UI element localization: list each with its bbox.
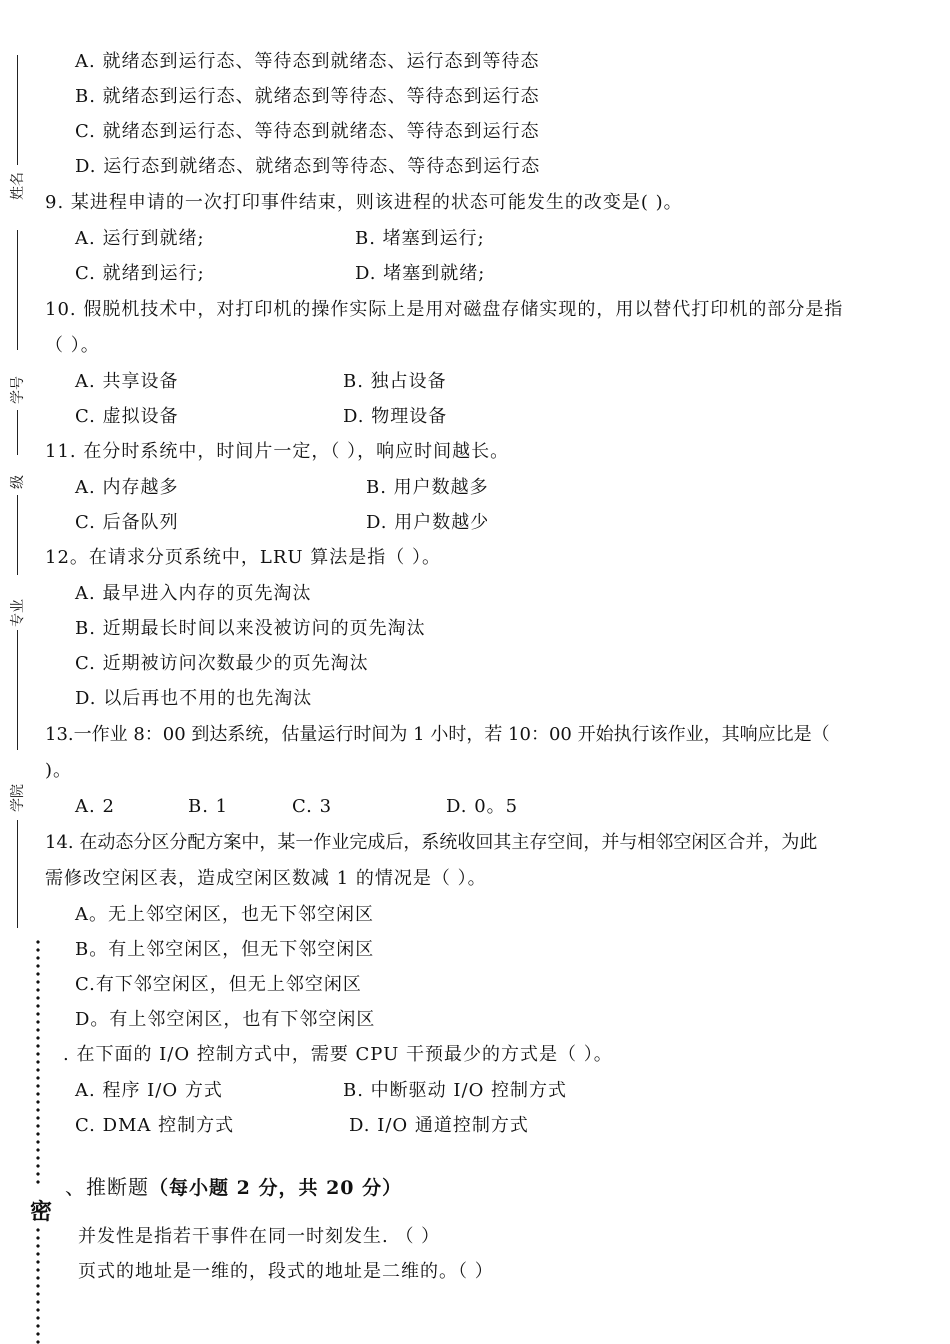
option-9c: C. 就绪到运行;	[75, 263, 205, 284]
margin-rule-1	[17, 55, 18, 165]
option-8c: C. 就绪态到运行态、等待态到就绪态、等待态到运行态	[75, 121, 540, 142]
question-9: 9. 某进程申请的一次打印事件结束，则该进程的状态可能发生的改变是( )。	[45, 192, 683, 213]
option-9b: B. 堵塞到运行;	[355, 228, 485, 249]
side-label-id: 学号	[10, 376, 26, 404]
option-12d: D. 以后再也不用的也先淘汰	[75, 688, 313, 709]
option-15b: B. 中断驱动 I/O 控制方式	[343, 1080, 568, 1101]
side-label-major: 专业	[10, 599, 26, 627]
dotted-seal-line-bottom	[36, 1226, 40, 1344]
option-11b: B. 用户数越多	[366, 477, 489, 498]
option-12b: B. 近期最长时间以来没被访问的页先淘汰	[75, 618, 426, 639]
side-label-college: 学院	[10, 784, 26, 812]
option-13c: C. 3	[292, 796, 333, 817]
option-14b: B。有上邻空闲区，但无下邻空闲区	[75, 939, 375, 960]
option-14d: D。有上邻空闲区，也有下邻空闲区	[75, 1009, 376, 1030]
option-8b: B. 就绪态到运行态、就绪态到等待态、等待态到运行态	[75, 86, 540, 107]
question-15: . 在下面的 I/O 控制方式中，需要 CPU 干预最少的方式是（ ）。	[63, 1044, 613, 1065]
option-10a: A. 共享设备	[75, 371, 179, 392]
margin-rule-3	[17, 410, 18, 455]
option-10b: B. 独占设备	[343, 371, 447, 392]
option-14c: C.有下邻空闲区，但无上邻空闲区	[75, 974, 362, 995]
margin-rule-5	[17, 630, 18, 750]
option-15c: C. DMA 控制方式	[75, 1115, 235, 1136]
option-8a: A. 就绪态到运行态、等待态到就绪态、运行态到等待态	[75, 51, 540, 72]
option-10d: D. 物理设备	[343, 406, 448, 427]
option-9d: D. 堵塞到就绪;	[355, 263, 486, 284]
option-12c: C. 近期被访问次数最少的页先淘汰	[75, 653, 369, 674]
seal-char: 密	[29, 1199, 52, 1225]
margin-rule-2	[17, 230, 18, 350]
tf-item-2: 页式的地址是一维的，段式的地址是二维的。（ ）	[78, 1261, 494, 1282]
option-8d: D. 运行态到就绪态、就绪态到等待态、等待态到运行态	[75, 156, 541, 177]
dotted-seal-line-top	[36, 938, 40, 1188]
option-11d: D. 用户数越少	[366, 512, 490, 533]
margin-rule-6	[17, 820, 18, 928]
margin-rule-4	[17, 495, 18, 575]
option-11a: A. 内存越多	[75, 477, 179, 498]
option-12a: A. 最早进入内存的页先淘汰	[75, 583, 312, 604]
option-10c: C. 虚拟设备	[75, 406, 179, 427]
side-label-class: 级	[10, 475, 26, 489]
question-14-line1: 14. 在动态分区分配方案中，某一作业完成后，系统收回其主存空间，并与相邻空闲区合并，为此	[45, 832, 818, 853]
option-9a: A. 运行到就绪;	[75, 228, 205, 249]
section-title: 、推断题	[65, 1175, 149, 1199]
option-11c: C. 后备队列	[75, 512, 179, 533]
question-13-line1: 13.一作业 8：00 到达系统，估量运行时间为 1 小时，若 10：00 开始执行该作业，其响应比是（	[45, 724, 830, 745]
question-13-line2: )。	[45, 760, 73, 781]
question-11: 11. 在分时系统中，时间片一定，（ ），响应时间越长。	[45, 441, 510, 462]
question-10-line2: （ ）。	[45, 335, 100, 356]
question-10-line1: 10. 假脱机技术中，对打印机的操作实际上是用对磁盘存储实现的，用以替代打印机的部分是指	[45, 299, 844, 320]
option-13d: D. 0。5	[446, 796, 519, 817]
option-13b: B. 1	[188, 796, 229, 817]
tf-item-1: 并发性是指若干事件在同一时刻发生. （ ）	[78, 1226, 441, 1247]
section-note: （每小题 2 分，共 20 分）	[149, 1177, 403, 1199]
side-label-name: 姓名	[10, 172, 26, 200]
option-14a: A。无上邻空闲区，也无下邻空闲区	[75, 904, 374, 925]
section-heading	[65, 1175, 402, 1200]
option-13a: A. 2	[75, 796, 115, 817]
question-14-line2: 需修改空闲区表，造成空闲区数减 1 的情况是（ ）。	[45, 868, 487, 889]
question-12: 12。在请求分页系统中，LRU 算法是指（ ）。	[45, 547, 442, 568]
option-15a: A. 程序 I/O 方式	[75, 1080, 223, 1101]
option-15d: D. I/O 通道控制方式	[349, 1115, 529, 1136]
